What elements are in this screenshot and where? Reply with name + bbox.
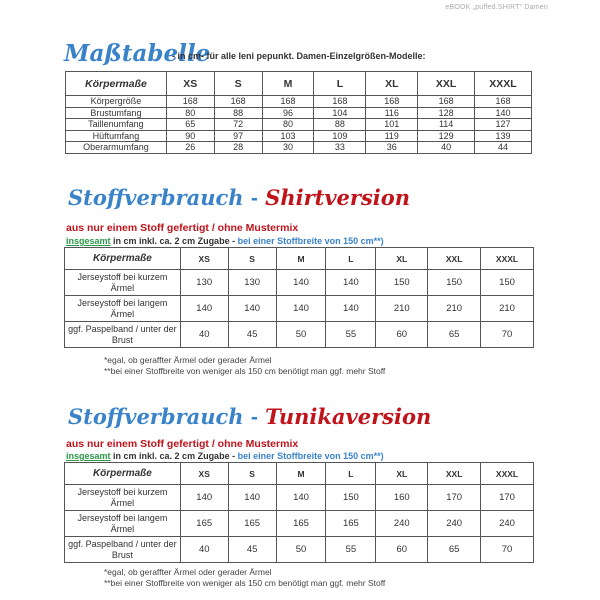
row-label: ggf. Paspelband / unter der Brust: [65, 322, 181, 348]
table-cell: 140: [180, 296, 228, 322]
row-label: Jerseystoff bei kurzem Ärmel: [65, 270, 181, 296]
column-header: XS: [180, 248, 228, 270]
table-header-row: [65, 248, 534, 270]
table-cell: 70: [481, 537, 534, 563]
row-label: Brustumfang: [66, 107, 167, 119]
masstabelle-title: Maßtabelle: [64, 40, 211, 67]
table-cell: 140: [475, 107, 532, 119]
table-cell: 30: [262, 142, 314, 154]
table-cell: 88: [214, 107, 262, 119]
title-part: Shirtversion: [265, 185, 411, 210]
table-cell: 150: [326, 485, 376, 511]
table-cell: 119: [366, 130, 418, 142]
table-cell: 72: [214, 119, 262, 131]
table-cell: 44: [475, 142, 532, 154]
footnote-2: **bei einer Stoffbreite von weniger als 150 cm benötigt man ggf. mehr Stoff: [104, 366, 386, 376]
table-row: [66, 142, 532, 154]
table-cell: 101: [366, 119, 418, 131]
table-cell: 40: [180, 322, 228, 348]
table-row: [65, 511, 534, 537]
table-cell: 210: [481, 296, 534, 322]
table-cell: 170: [428, 485, 481, 511]
column-header: Körpermaße: [66, 72, 167, 96]
table-cell: 140: [276, 270, 326, 296]
table-cell: 129: [418, 130, 475, 142]
title-part: Stoffverbrauch: [68, 185, 244, 210]
table-cell: 114: [418, 119, 475, 131]
table-cell: 36: [366, 142, 418, 154]
row-label: ggf. Paspelband / unter der Brust: [65, 537, 181, 563]
table-cell: 80: [166, 107, 214, 119]
table-cell: 168: [314, 96, 366, 108]
title-dash: -: [250, 187, 258, 210]
column-header: Körpermaße: [65, 248, 181, 270]
table-cell: 60: [376, 537, 428, 563]
table-cell: 88: [314, 119, 366, 131]
table-cell: 140: [180, 485, 228, 511]
table-cell: 50: [276, 322, 326, 348]
table-row: [65, 485, 534, 511]
table-cell: 165: [276, 511, 326, 537]
row-label: Jerseystoff bei langem Ärmel: [65, 511, 181, 537]
table-cell: 150: [428, 270, 481, 296]
table-cell: 210: [428, 296, 481, 322]
column-header: S: [214, 72, 262, 96]
table-cell: 45: [228, 537, 276, 563]
table-cell: 170: [481, 485, 534, 511]
column-header: M: [276, 248, 326, 270]
table-cell: 65: [428, 322, 481, 348]
table-row: [66, 96, 532, 108]
column-header: XL: [376, 463, 428, 485]
table-cell: 130: [228, 270, 276, 296]
table-cell: 26: [166, 142, 214, 154]
table-cell: 55: [326, 537, 376, 563]
table-cell: 168: [214, 96, 262, 108]
info-mid: in cm inkl. ca. 2 cm Zugabe -: [110, 236, 238, 246]
column-header: Körpermaße: [65, 463, 181, 485]
table-cell: 60: [376, 322, 428, 348]
table-cell: 130: [180, 270, 228, 296]
column-header: XS: [166, 72, 214, 96]
table-cell: 140: [326, 270, 376, 296]
tunika-footnotes: [104, 567, 385, 589]
row-label: Jerseystoff bei langem Ärmel: [65, 296, 181, 322]
table-cell: 139: [475, 130, 532, 142]
table-cell: 240: [428, 511, 481, 537]
table-cell: 103: [262, 130, 314, 142]
table-cell: 65: [166, 119, 214, 131]
table-cell: 65: [428, 537, 481, 563]
table-cell: 116: [366, 107, 418, 119]
table-cell: 140: [228, 485, 276, 511]
row-label: Taillenumfang: [66, 119, 167, 131]
column-header: XXL: [428, 463, 481, 485]
table-row: [65, 270, 534, 296]
info-green: insgesamt: [66, 451, 111, 461]
title-part: Tunikaversion: [265, 404, 432, 429]
table-cell: 160: [376, 485, 428, 511]
title-part: Stoffverbrauch: [68, 404, 244, 429]
table-row: [65, 322, 534, 348]
table-cell: 240: [481, 511, 534, 537]
info-green: insgesamt: [66, 236, 111, 246]
row-label: Oberarmumfang: [66, 142, 167, 154]
info-blue: bei einer Stoffbreite von 150 cm**): [237, 236, 384, 246]
tunika-info-line: [66, 451, 384, 461]
table-cell: 33: [314, 142, 366, 154]
table-row: [66, 119, 532, 131]
tunika-fabric-note: aus nur einem Stoff gefertigt / ohne Mustermix: [66, 438, 299, 450]
row-label: Körpergröße: [66, 96, 167, 108]
tunika-section-title: [68, 404, 431, 430]
footnote-1: *egal, ob geraffter Ärmel oder gerader Ärmel: [104, 567, 272, 577]
info-blue: bei einer Stoffbreite von 150 cm**): [237, 451, 384, 461]
table-cell: 140: [228, 296, 276, 322]
table-cell: 96: [262, 107, 314, 119]
column-header: XXXL: [475, 72, 532, 96]
table-cell: 168: [475, 96, 532, 108]
table-cell: 150: [481, 270, 534, 296]
table-cell: 168: [366, 96, 418, 108]
info-mid: in cm inkl. ca. 2 cm Zugabe -: [110, 451, 238, 461]
masstabelle-subtitle: - in cm- für alle leni pepunkt. Damen-Einzelgrößen-Modelle:: [172, 51, 426, 61]
table-cell: 97: [214, 130, 262, 142]
table-cell: 210: [376, 296, 428, 322]
footnote-2: **bei einer Stoffbreite von weniger als 150 cm benötigt man ggf. mehr Stoff: [104, 578, 386, 588]
table-cell: 40: [180, 537, 228, 563]
table-cell: 28: [214, 142, 262, 154]
masstabelle-table: [65, 71, 532, 154]
column-header: XXL: [428, 248, 481, 270]
table-cell: 70: [481, 322, 534, 348]
column-header: S: [228, 248, 276, 270]
table-cell: 150: [376, 270, 428, 296]
tunika-fabric-table: [64, 462, 534, 563]
footnote-1: *egal, ob geraffter Ärmel oder gerader Ärmel: [104, 355, 272, 365]
column-header: L: [314, 72, 366, 96]
table-cell: 140: [326, 296, 376, 322]
table-cell: 168: [166, 96, 214, 108]
table-row: [66, 107, 532, 119]
table-row: [65, 537, 534, 563]
table-cell: 55: [326, 322, 376, 348]
row-label: Hüftumfang: [66, 130, 167, 142]
column-header: XL: [376, 248, 428, 270]
shirt-info-line: [66, 236, 384, 246]
table-cell: 140: [276, 485, 326, 511]
column-header: M: [276, 463, 326, 485]
header-note: eBOOK „puffed.SHIRT“ Damen: [445, 4, 548, 11]
table-cell: 40: [418, 142, 475, 154]
table-row: [66, 130, 532, 142]
table-cell: 165: [228, 511, 276, 537]
column-header: XS: [180, 463, 228, 485]
title-dash: -: [250, 406, 258, 429]
column-header: M: [262, 72, 314, 96]
column-header: XXXL: [481, 248, 534, 270]
table-cell: 168: [418, 96, 475, 108]
table-cell: 90: [166, 130, 214, 142]
column-header: L: [326, 463, 376, 485]
column-header: S: [228, 463, 276, 485]
table-cell: 168: [262, 96, 314, 108]
shirt-fabric-table: [64, 247, 534, 348]
table-cell: 165: [326, 511, 376, 537]
table-cell: 127: [475, 119, 532, 131]
column-header: XXL: [418, 72, 475, 96]
table-cell: 140: [276, 296, 326, 322]
row-label: Jerseystoff bei kurzem Ärmel: [65, 485, 181, 511]
column-header: XXXL: [481, 463, 534, 485]
table-cell: 109: [314, 130, 366, 142]
table-cell: 128: [418, 107, 475, 119]
table-cell: 50: [276, 537, 326, 563]
shirt-fabric-note: aus nur einem Stoff gefertigt / ohne Mustermix: [66, 222, 299, 234]
table-row: [65, 296, 534, 322]
table-cell: 104: [314, 107, 366, 119]
table-cell: 165: [180, 511, 228, 537]
column-header: XL: [366, 72, 418, 96]
table-header-row: [65, 463, 534, 485]
table-header-row: [66, 72, 532, 96]
shirt-section-title: [68, 185, 410, 211]
table-cell: 240: [376, 511, 428, 537]
shirt-footnotes: [104, 355, 385, 377]
table-cell: 45: [228, 322, 276, 348]
column-header: L: [326, 248, 376, 270]
table-cell: 80: [262, 119, 314, 131]
